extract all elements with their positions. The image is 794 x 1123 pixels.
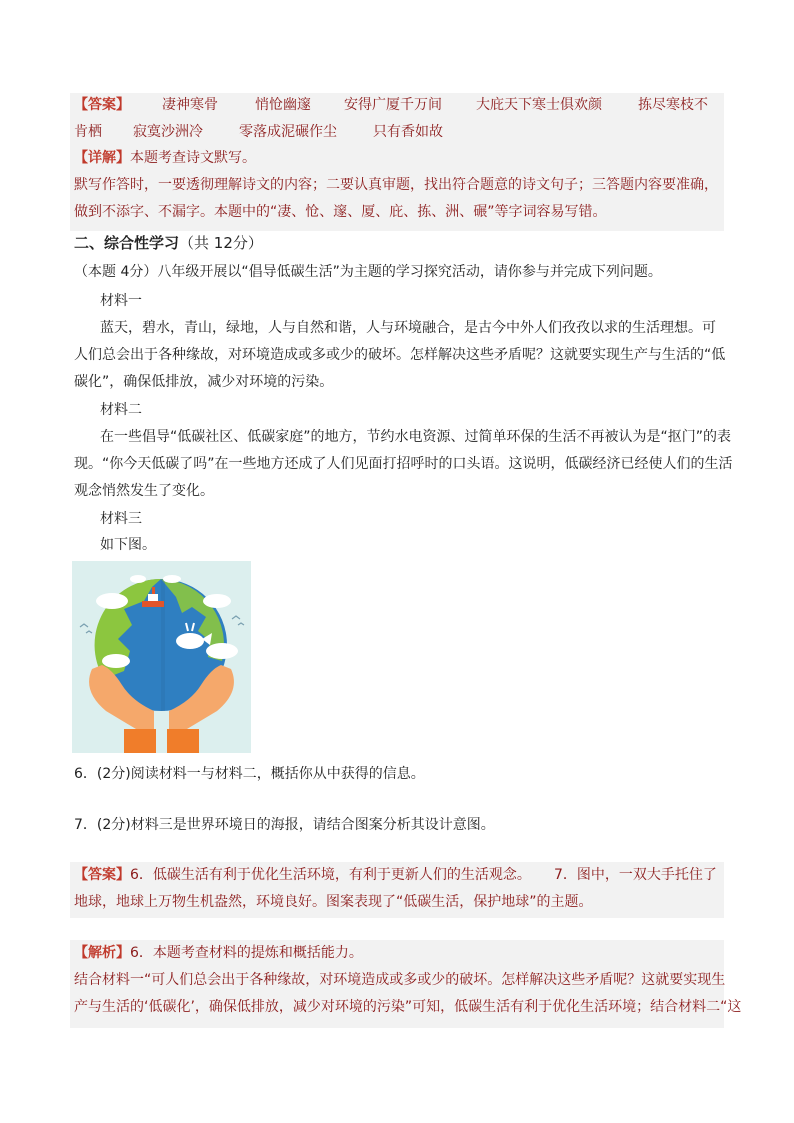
section-score: （共 12分）: [179, 234, 263, 252]
material-2-line-2: 现。“你今天低碳了吗”在一些地方还成了人们见面打招呼时的口头语。这说明，低碳经济已经使人们的生活: [74, 456, 733, 472]
answer-item: 大庇天下寒士俱欢颜: [476, 97, 602, 113]
answer-item: 凄神寒骨: [162, 97, 218, 113]
detail-1-line-2: 默写作答时，一要透彻理解诗文的内容；二要认真审题，找出符合题意的诗文句子；三答题内容要准确，: [74, 177, 718, 193]
material-2-line-3: 观念悄然发生了变化。: [74, 483, 214, 499]
answer-1-line-1: [74, 95, 130, 115]
material-3-text: 如下图。: [100, 537, 156, 553]
answer-item: 只有香如故: [373, 124, 443, 140]
answer-item: 拣尽寒枝不: [638, 97, 708, 113]
answer-item: 肯栖: [74, 124, 102, 140]
question-intro: （本题 4分）八年级开展以“倡导低碳生活”为主题的学习探究活动，请你参与并完成下列问题。: [74, 264, 662, 280]
material-1-line-2: 人们总会出于各种缘故，对环境造成或多或少的破坏。怎样解决这些矛盾呢？这就要实现生产与生活的“低: [74, 347, 726, 363]
answer-item: 悄怆幽邃: [255, 97, 311, 113]
material-1-label: 材料一: [100, 293, 142, 309]
detail-text: 本题考查诗文默写。: [130, 150, 256, 166]
detail-1-line-1: [74, 148, 256, 168]
answer-6: 6．低碳生活有利于优化生活环境，有利于更新人们的生活观念。: [130, 867, 531, 883]
section-2-heading: [74, 233, 263, 253]
material-1-line-3: 碳化”，确保低排放，减少对环境的污染。: [74, 374, 334, 390]
detail-tag: 【详解】: [74, 150, 130, 166]
material-2-line-1: 在一些倡导“低碳社区、低碳家庭”的地方，节约水电资源、过简单环保的生活不再被认为是“抠门”的表: [100, 429, 732, 445]
material-3-label: 材料三: [100, 511, 142, 527]
analysis-line-3: 产与生活的‘低碳化’，确保低排放，减少对环境的污染”可知，低碳生活有利于优化生活环境；结合材料二“这: [74, 999, 742, 1015]
environment-day-poster: [72, 561, 251, 753]
question-6: 6．(2分)阅读材料一与材料二，概括你从中获得的信息。: [74, 766, 425, 782]
answer-item: 零落成泥碾作尘: [239, 124, 337, 140]
answer-tag: 【答案】: [74, 867, 130, 883]
answer-item: 安得广厦千万间: [344, 97, 442, 113]
analysis-line-1: [74, 943, 363, 963]
question-7: 7．(2分)材料三是世界环境日的海报，请结合图案分析其设计意图。: [74, 817, 495, 833]
analysis-text: 6．本题考查材料的提炼和概括能力。: [130, 945, 363, 961]
answer-2-line-1: [74, 865, 531, 885]
answer-tag: 【答案】: [74, 97, 130, 113]
answer-2-line-2: 地球，地球上万物生机盎然，环境良好。图案表现了“低碳生活，保护地球”的主题。: [74, 894, 593, 910]
section-title: 二、综合性学习: [74, 234, 180, 252]
material-2-label: 材料二: [100, 402, 142, 418]
material-1-line-1: 蓝天，碧水，青山，绿地，人与自然和谐，人与环境融合，是古今中外人们孜孜以求的生活理想。可: [100, 320, 716, 336]
detail-1-line-3: 做到不添字、不漏字。本题中的“凄、怆、邃、厦、庇、拣、洲、碾”等字词容易写错。: [74, 204, 607, 220]
answer-item: 寂寞沙洲冷: [133, 124, 203, 140]
analysis-tag: 【解析】: [74, 945, 130, 961]
analysis-line-2: 结合材料一“可人们总会出于各种缘故，对环境造成或多或少的破坏。怎样解决这些矛盾呢？这就要实现生: [74, 972, 726, 988]
answer-7-start: 7．图中，一双大手托住了: [554, 867, 717, 883]
